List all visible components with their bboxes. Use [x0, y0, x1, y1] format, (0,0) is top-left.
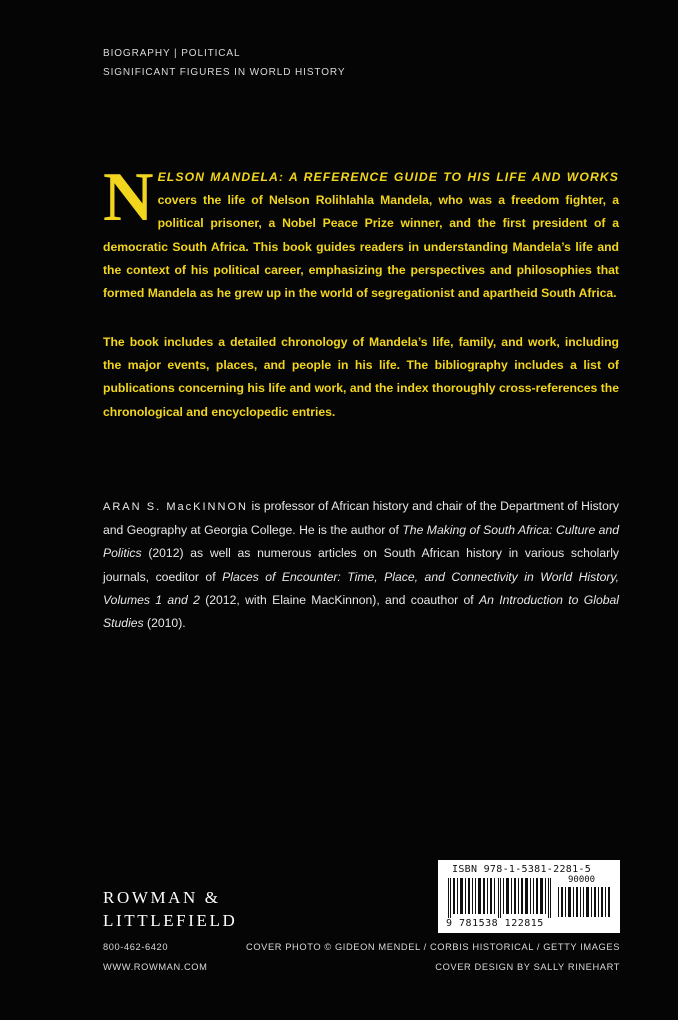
blurb-text-1: covers the life of Nelson Rolihlahla Mandela, who was a freedom fighter, a political prisoner, a Nobel Peace Prize winner, and the first president of a democratic South Africa. This book guides readers in understanding Mandela’s life and the context of his political career, emphasizing the perspectives and philosophies that formed Mandela as he grew up in the world of segregationist and apartheid South Africa. — [103, 193, 619, 301]
book-title: ELSON MANDELA: A REFERENCE GUIDE TO HIS LIFE AND WORKS — [157, 170, 619, 184]
publisher-logo-line-2: LITTLEFIELD — [103, 911, 238, 930]
barcode — [438, 860, 620, 933]
category-line-2: SIGNIFICANT FIGURES IN WORLD HISTORY — [103, 67, 346, 78]
isbn-text: ISBN 978-1-5381-2281-5 — [452, 864, 592, 875]
publisher-logo-line-1: ROWMAN & — [103, 888, 221, 907]
blurb-paragraph-1 — [103, 159, 619, 305]
price-code: 90000 — [568, 875, 596, 885]
author-book-2: Places of Encounter: Time, Place, and Connectivity in World History, Volumes 1 and 2 — [103, 569, 620, 607]
author-text-3: (2012, with Elaine MacKinnon), and coauthor of — [199, 592, 479, 607]
author-text-1: is professor of African history and chair of the Department of History and Geography at Georgia College. He is the author of — [103, 499, 619, 538]
author-text-4: (2010). — [143, 616, 186, 631]
drop-cap: N — [103, 159, 154, 236]
author-bio — [103, 495, 619, 635]
cover-design-credit: COVER DESIGN BY SALLY RINEHART — [435, 962, 620, 972]
author-book-1: The Making of South Africa: Culture and Politics — [103, 523, 620, 561]
category-line-1: BIOGRAPHY | POLITICAL — [103, 48, 241, 59]
cover-photo-credit: COVER PHOTO © GIDEON MENDEL / CORBIS HISTORICAL / GETTY IMAGES — [246, 942, 620, 952]
ean-number: 9 781538 122815 — [446, 918, 544, 929]
author-text-2: (2012) as well as numerous articles on South African history in various scholarly journals, coeditor of — [103, 546, 619, 584]
blurb-text-2: The book includes a detailed chronology of Mandela’s life, family, and work, including the major events, places, and people in his life. The bibliography includes a list of publications concerning his life and work, and the index thoroughly cross-references the chronological and encyclopedic entries. — [103, 335, 619, 419]
author-name: ARAN S. MacKINNON — [103, 501, 248, 513]
publisher-website: WWW.ROWMAN.COM — [103, 962, 208, 972]
ean-bars — [448, 878, 556, 918]
blurb-paragraph-2 — [103, 331, 619, 424]
publisher-phone: 800-462-6420 — [103, 942, 169, 952]
addon-bars — [558, 887, 612, 917]
author-book-3: An Introduction to Global Studies — [103, 592, 619, 631]
